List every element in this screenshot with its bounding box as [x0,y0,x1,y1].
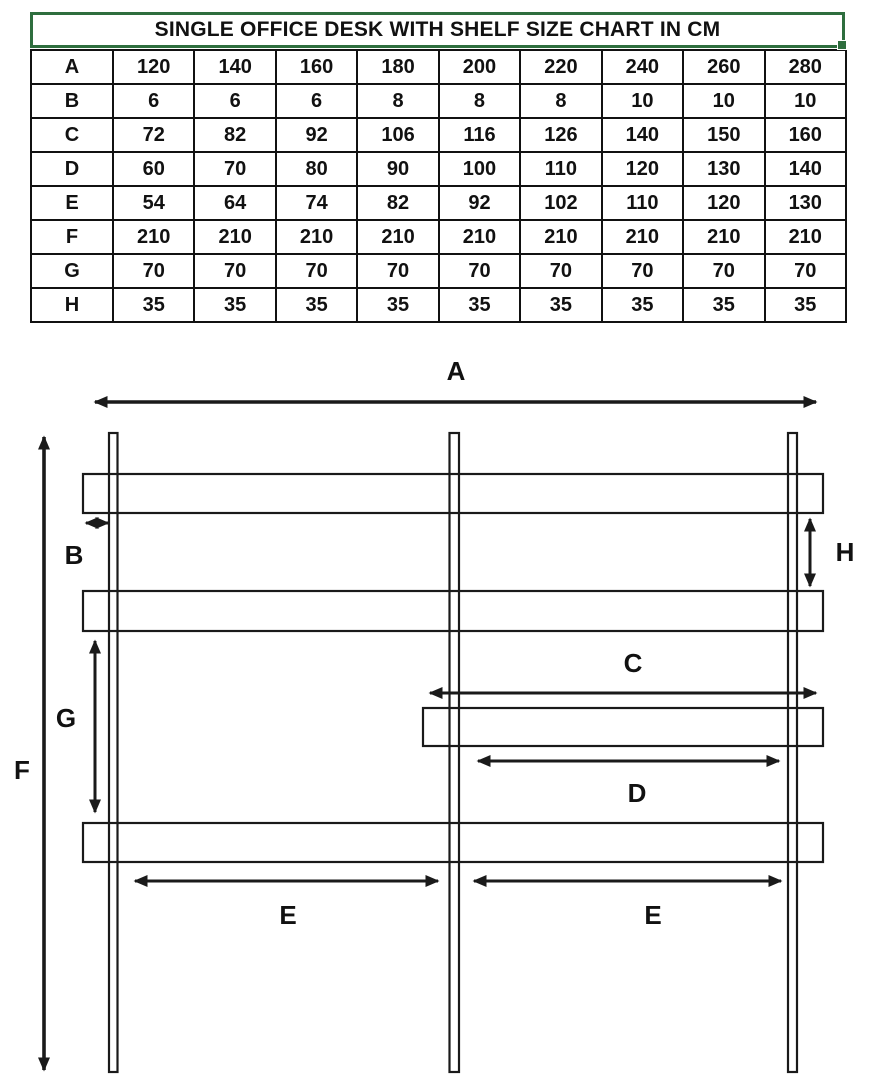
size-value-cell: 210 [357,220,438,254]
size-value-cell: 210 [602,220,683,254]
size-value-cell: 35 [357,288,438,322]
size-value-cell: 35 [765,288,847,322]
size-value-cell: 35 [276,288,357,322]
row-label: G [31,254,113,288]
selection-fill-handle [837,40,847,50]
size-value-cell: 130 [683,152,764,186]
table-row [31,186,846,220]
size-value-cell: 70 [194,254,275,288]
size-value-cell: 110 [520,152,601,186]
dim-label-h: H [835,537,855,567]
leg-right [788,433,797,1072]
size-chart [30,12,847,323]
size-value-cell: 74 [276,186,357,220]
size-value-cell: 35 [683,288,764,322]
size-value-cell: 280 [765,50,847,84]
dim-label-e-right: E [644,900,662,930]
size-value-cell: 70 [194,152,275,186]
size-value-cell: 140 [194,50,275,84]
size-value-cell: 70 [520,254,601,288]
size-value-cell: 35 [439,288,520,322]
size-value-cell: 92 [276,118,357,152]
size-value-cell: 10 [765,84,847,118]
leg-center [450,433,460,1072]
row-label: H [31,288,113,322]
size-value-cell: 82 [357,186,438,220]
size-value-cell: 240 [602,50,683,84]
size-value-cell: 60 [113,152,194,186]
size-table-body [31,50,846,322]
shelf-second [83,591,823,631]
size-value-cell: 106 [357,118,438,152]
size-value-cell: 70 [276,254,357,288]
size-value-cell: 100 [439,152,520,186]
leg-left [109,433,118,1072]
chart-title: SINGLE OFFICE DESK WITH SHELF SIZE CHART IN CM [154,18,721,41]
size-value-cell: 92 [439,186,520,220]
table-row [31,118,846,152]
size-value-cell: 210 [439,220,520,254]
dim-label-b: B [64,540,84,570]
size-value-cell: 80 [276,152,357,186]
shelf-bottom [83,823,823,862]
table-row [31,288,846,322]
size-value-cell: 130 [765,186,847,220]
size-value-cell: 54 [113,186,194,220]
row-label: D [31,152,113,186]
size-value-cell: 102 [520,186,601,220]
size-value-cell: 35 [194,288,275,322]
size-value-cell: 200 [439,50,520,84]
size-value-cell: 6 [194,84,275,118]
size-value-cell: 72 [113,118,194,152]
size-value-cell: 10 [602,84,683,118]
size-value-cell: 70 [357,254,438,288]
size-value-cell: 180 [357,50,438,84]
size-value-cell: 10 [683,84,764,118]
table-row [31,254,846,288]
size-value-cell: 70 [683,254,764,288]
size-value-cell: 120 [602,152,683,186]
size-value-cell: 35 [520,288,601,322]
size-value-cell: 210 [683,220,764,254]
shelf-top [83,474,823,513]
size-value-cell: 70 [439,254,520,288]
size-table [30,49,847,323]
size-value-cell: 8 [357,84,438,118]
row-label: A [31,50,113,84]
size-value-cell: 70 [602,254,683,288]
table-row [31,84,846,118]
size-value-cell: 35 [602,288,683,322]
row-label: F [31,220,113,254]
size-value-cell: 260 [683,50,764,84]
size-value-cell: 220 [520,50,601,84]
dim-label-c: C [623,648,643,678]
desk-dimension-diagram [0,350,869,1077]
row-label: C [31,118,113,152]
size-value-cell: 6 [113,84,194,118]
size-value-cell: 140 [765,152,847,186]
size-value-cell: 6 [276,84,357,118]
size-value-cell: 150 [683,118,764,152]
size-value-cell: 116 [439,118,520,152]
dim-label-f: F [14,755,30,785]
chart-title-cell [30,12,845,48]
size-value-cell: 35 [113,288,194,322]
size-value-cell: 210 [276,220,357,254]
row-label: E [31,186,113,220]
table-row [31,220,846,254]
size-value-cell: 210 [765,220,847,254]
size-value-cell: 70 [113,254,194,288]
size-value-cell: 8 [520,84,601,118]
dim-label-a: A [446,356,466,386]
size-value-cell: 64 [194,186,275,220]
table-row [31,152,846,186]
dim-label-d: D [627,778,647,808]
size-value-cell: 110 [602,186,683,220]
size-value-cell: 90 [357,152,438,186]
size-value-cell: 160 [765,118,847,152]
size-value-cell: 210 [520,220,601,254]
size-value-cell: 120 [683,186,764,220]
size-value-cell: 8 [439,84,520,118]
size-value-cell: 82 [194,118,275,152]
row-label: B [31,84,113,118]
shelf-middle-right [423,708,823,746]
dim-label-e-left: E [279,900,297,930]
size-value-cell: 210 [113,220,194,254]
size-value-cell: 70 [765,254,847,288]
size-value-cell: 210 [194,220,275,254]
size-value-cell: 120 [113,50,194,84]
table-row [31,50,846,84]
size-value-cell: 126 [520,118,601,152]
size-value-cell: 140 [602,118,683,152]
dim-label-g: G [55,703,77,733]
size-value-cell: 160 [276,50,357,84]
